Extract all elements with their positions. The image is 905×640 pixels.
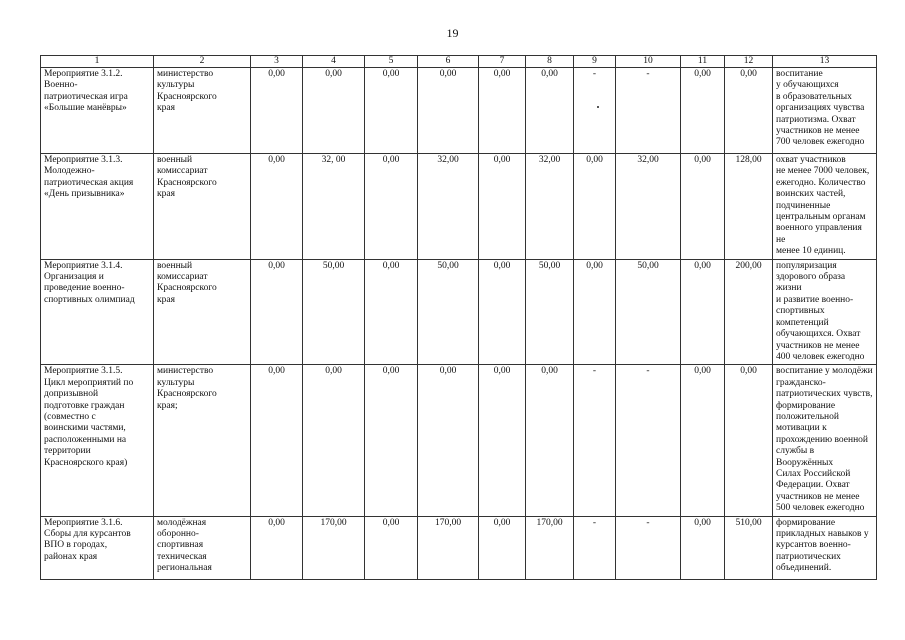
value-cell: 0,00 (303, 365, 365, 516)
value-cell: 50,00 (303, 259, 365, 365)
value-cell: 0,00 (251, 259, 303, 365)
value-cell: 0,00 (251, 365, 303, 516)
value-cell: 32,00 (616, 154, 681, 260)
value-cell: 32,00 (526, 154, 574, 260)
value-cell: 0,00 (725, 365, 773, 516)
value-cell: - (574, 516, 616, 579)
value-cell: 0,00 (526, 68, 574, 154)
column-header: 7 (479, 56, 526, 68)
value-cell: 0,00 (418, 68, 479, 154)
value-cell: 0,00 (681, 365, 725, 516)
value-cell: - (574, 365, 616, 516)
value-cell: 0,00 (725, 68, 773, 154)
column-header: 12 (725, 56, 773, 68)
value-cell: 510,00 (725, 516, 773, 579)
expected-result: популяризация здорового образа жизни и развитие военно- спортивных компетенций обучающихся. Охват участников не менее 400 человек ежегодно (773, 259, 877, 365)
value-cell: 0,00 (479, 259, 526, 365)
value-cell: 32,00 (418, 154, 479, 260)
value-cell: 0,00 (365, 259, 418, 365)
value-cell: 0,00 (479, 154, 526, 260)
value-cell: 0,00 (365, 516, 418, 579)
value-cell: 128,00 (725, 154, 773, 260)
value-cell: 0,00 (574, 259, 616, 365)
column-header: 5 (365, 56, 418, 68)
value-cell: - (616, 365, 681, 516)
page-number: 19 (446, 26, 459, 40)
value-cell: 0,00 (479, 68, 526, 154)
value-cell: 0,00 (681, 154, 725, 260)
executor: министерство культуры Красноярского края; (154, 365, 251, 516)
value-cell: - (574, 68, 616, 154)
column-header: 10 (616, 56, 681, 68)
column-header: 9 (574, 56, 616, 68)
column-numbers-row (41, 56, 877, 68)
expected-result: охват участников не менее 7000 человек, ежегодно. Количество воинских частей, подчиненные центральным органам военного управления не менее 10 единиц. (773, 154, 877, 260)
column-header: 2 (154, 56, 251, 68)
value-cell: 50,00 (418, 259, 479, 365)
value-cell: 170,00 (526, 516, 574, 579)
executor: министерство культуры Красноярского края (154, 68, 251, 154)
column-header: 4 (303, 56, 365, 68)
value-cell: 0,00 (251, 516, 303, 579)
column-header: 6 (418, 56, 479, 68)
value-cell: 50,00 (616, 259, 681, 365)
event-name: Мероприятие 3.1.3. Молодежно- патриотическая акция «День призывника» (41, 154, 154, 260)
expected-result: воспитание у молодёжи гражданско- патриотических чувств, формирование положительной мотивации к прохождению военной службы в Вооружённых Силах Российской Федерации. Охват участников не менее 500 человек ежегодно (773, 365, 877, 516)
column-header: 11 (681, 56, 725, 68)
executor: молодёжная оборонно- спортивная техническая региональная (154, 516, 251, 579)
value-cell: 0,00 (365, 365, 418, 516)
value-cell: 50,00 (526, 259, 574, 365)
value-cell: - (616, 68, 681, 154)
value-cell: 0,00 (526, 365, 574, 516)
executor: военный комиссариат Красноярского края (154, 154, 251, 260)
expected-result: формирование прикладных навыков у курсантов военно- патриотических объединений. (773, 516, 877, 579)
expected-result: воспитание у обучающихся в образовательных организациях чувства патриотизма. Охват участников не менее 700 человек ежегодно (773, 68, 877, 154)
value-cell: 0,00 (574, 154, 616, 260)
value-cell: 0,00 (479, 365, 526, 516)
program-table (40, 55, 877, 580)
value-cell: 0,00 (418, 365, 479, 516)
value-cell: 0,00 (365, 154, 418, 260)
executor: военный комиссариат Красноярского края (154, 259, 251, 365)
table-row (41, 259, 877, 365)
value-cell: 170,00 (303, 516, 365, 579)
table-row (41, 365, 877, 516)
table-row (41, 154, 877, 260)
value-cell: 0,00 (251, 154, 303, 260)
value-cell: 0,00 (365, 68, 418, 154)
table-row (41, 68, 877, 154)
event-name: Мероприятие 3.1.4. Организация и проведение военно- спортивных олимпиад (41, 259, 154, 365)
event-name: Мероприятие 3.1.5. Цикл мероприятий по допризывной подготовке граждан (совместно с воинскими частями, расположенными на территории Красноярского края) (41, 365, 154, 516)
value-cell: 170,00 (418, 516, 479, 579)
value-cell: 0,00 (681, 516, 725, 579)
value-cell: 0,00 (303, 68, 365, 154)
column-header: 8 (526, 56, 574, 68)
column-header: 13 (773, 56, 877, 68)
value-cell: - (616, 516, 681, 579)
value-cell: 200,00 (725, 259, 773, 365)
value-cell: 0,00 (681, 259, 725, 365)
column-header: 3 (251, 56, 303, 68)
event-name: Мероприятие 3.1.6. Сборы для курсантов ВПО в городах, районах края (41, 516, 154, 579)
value-cell: 0,00 (681, 68, 725, 154)
table-row (41, 516, 877, 579)
event-name: Мероприятие 3.1.2. Военно- патриотическая игра «Большие манёвры» (41, 68, 154, 154)
column-header: 1 (41, 56, 154, 68)
value-cell: 0,00 (479, 516, 526, 579)
value-cell: 32, 00 (303, 154, 365, 260)
value-cell: 0,00 (251, 68, 303, 154)
